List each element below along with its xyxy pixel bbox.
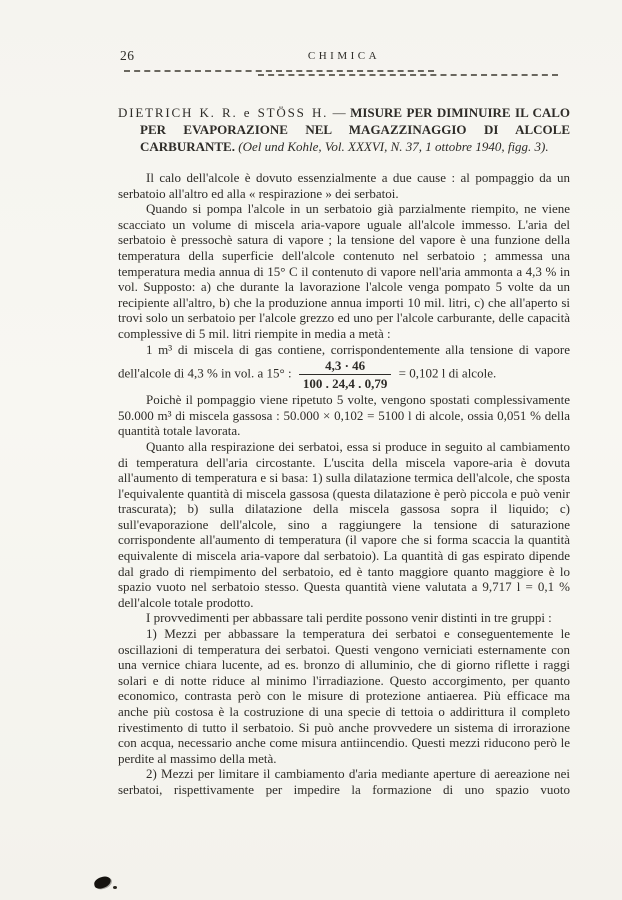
text-column — [118, 48, 570, 798]
article-citation: (Oel und Kohle, Vol. XXXVI, N. 37, 1 ottobre 1940, figg. 3). — [238, 139, 549, 154]
formula-lead: 1 m³ di miscela di gas contiene, corrispondentemente alla tensione di vapore dell'alcole di 4,3 % in vol. a 15° : — [118, 341, 570, 381]
formula-numerator: 4,3 · 46 — [299, 358, 392, 375]
page-number: 26 — [120, 48, 135, 63]
article-authors: DIETRICH K. R. e STÖSS H. — [118, 105, 329, 120]
paragraph: Quando si pompa l'alcole in un serbatoio già parzialmente riempito, ne viene scacciato un volume di miscela aria-vapore uguale all'alcole immesso. L'aria del serbatoio è pressochè satura di vapore ; la tensione del vapore è una funzione della temperatura della superficie dell'alcole contenuto nel serbatoio ; ammessa una temperatura media annua di 15° C il contenuto di vapore nell'aria ammonta a 4,3 % in vol. Supposto: a) che durante la lavorazione l'alcole venga pompato 5 volte da un recipiente all'altro, b) che la produzione annua importi 10 mil. litri, c) che all'aperto si trovi solo un serbatoio per l'alcole grezzo ed uno per l'alcole carburante, delle capacità complessive di 5 mil. litri riempite in media a metà : — [118, 201, 570, 341]
scan-ink-artifact — [113, 886, 117, 889]
paragraph: Il calo dell'alcole è dovuto essenzialmente a due cause : al pompaggio da un serbatoio all'altro ed alla « respirazione » dei serbatoi. — [118, 170, 570, 201]
formula-result: = 0,102 l di alcole. — [398, 365, 497, 381]
heading-separator: — — [332, 105, 346, 120]
journal-title: CHIMICA — [307, 50, 381, 62]
article-body — [118, 170, 570, 798]
rule-segment — [124, 70, 434, 72]
formula-fraction — [299, 358, 392, 391]
paragraph: Quanto alla respirazione dei serbatoi, essa si produce in seguito al cambiamento di temperatura dell'aria circostante. L'uscita della miscela vapore-aria è dovuta all'aumento di temperatura e si basa: 1) sulla dilatazione termica dell'alcole, che sposta l'equivalente quantità di miscela gassosa (questa dilatazione è però piccola e può venir trascurata); b) sulla dilatazione della miscela gassosa sopra il liquido; c) sull'evaporazione dell'alcole, sino a raggiungere la tensione di saturazione corrispondente all'aumento di temperatura (il vapore che si forma scaccia la quantità equivalente di miscela aria-vapore dal serbatoio). La quantità di gas espirato dipende dal grado di riempimento del serbatoio, ed è tanto maggiore quanto maggiore è lo spazio vuoto nel serbatoio stesso. Questa quantità viene valutata a 9,717 l = 0,1 % dell'alcole totale prodotto. — [118, 438, 570, 610]
formula-paragraph — [118, 342, 570, 393]
paragraph: Poichè il pompaggio viene ripetuto 5 volte, vengono spostati complessivamente 50.000 m³ di miscela gassosa : 50.000 × 0,102 = 5100 l di alcole, ossia 0,051 % della quantità totale lavorata. — [118, 392, 570, 439]
running-head — [118, 48, 570, 66]
formula-denominator: 100 . 24,4 . 0,79 — [302, 376, 388, 392]
paragraph: 1) Mezzi per abbassare la temperatura dei serbatoi e conseguentemente le oscillazioni di temperatura dei serbatoi. Questi vengono verniciati esternamente con una vernice chiara lucente, ad es. bronzo di alluminio, che di giorno riflette i raggi solari e di notte riduce al minimo l'irradiazione. Questo accorgimento, per quanto economico, contrasta però con le misure di protezione antiaerea. Più efficace ma anche più costosa è la costruzione di una specie di tettoia o addirittura il completo rivestimento di tutto il serbatoio. Si può anche provvedere un sistema di irrorazione con acqua, necessario anche come misura antiincendio. Questi mezzi riducono però le perdite al massimo della metà. — [118, 626, 570, 766]
header-rule — [118, 70, 570, 80]
scan-ink-artifact — [93, 875, 112, 890]
paragraph: 2) Mezzi per limitare il cambiamento d'aria mediante aperture di aereazione nei serbatoi, rispettivamente per impedire la formazione di uno spazio vuoto — [118, 766, 570, 797]
article-heading — [118, 104, 570, 155]
article-title: MISURE PER DIMINUIRE IL CALO PER EVAPORAZIONE NEL MAGAZZINAGGIO DI ALCOLE CARBURANTE. — [140, 105, 570, 154]
paragraph: I provvedimenti per abbassare tali perdite possono venir distinti in tre gruppi : — [146, 610, 552, 626]
rule-segment — [258, 74, 558, 76]
